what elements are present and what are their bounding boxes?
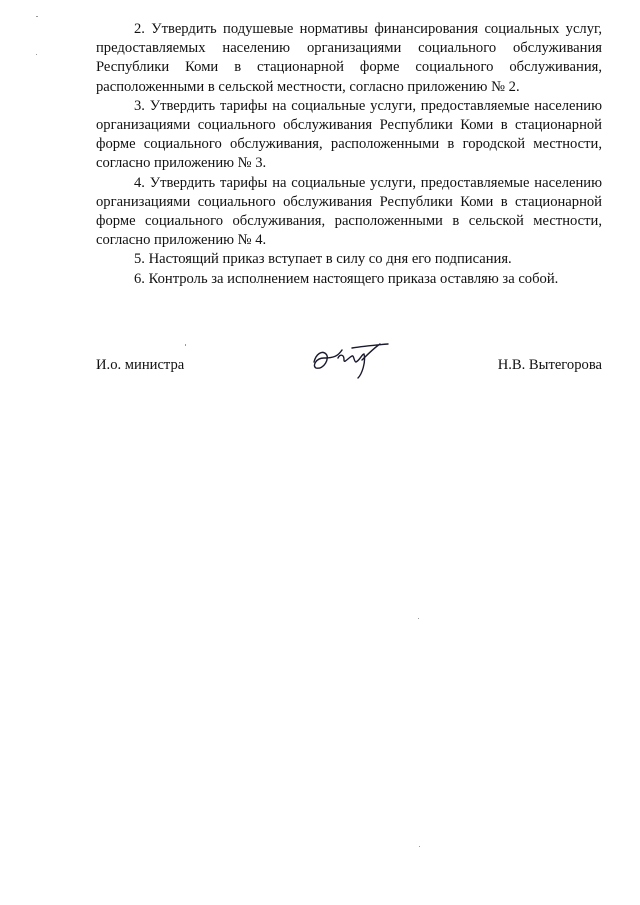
paragraph-item-2: 2. Утвердить подушевые нормативы финансирования социальных услуг, предоставляемых населению организациями социального обслуживания Республики Коми в стационарной форме социального обслуживания, расположенными в сельской местности, согласно приложению № 2. [96,21,602,95]
signatory-name: Н.В. Вытегорова [497,357,602,373]
scan-speck [418,618,419,619]
signature-block [96,356,602,380]
paragraph-item-5: 5. Настоящий приказ вступает в силу со дня его подписания. [134,251,512,268]
scan-speck [36,16,38,17]
paragraph-item-6: 6. Контроль за исполнением настоящего приказа оставляю за собой. [134,270,559,287]
scan-speck [36,54,37,55]
order-body [96,20,602,289]
paragraph-item-3: 3. Утвердить тарифы на социальные услуги, предоставляемые населению организациями социального обслуживания Республики Коми в стационарной форме социального обслуживания, расположенными в городской местности, согласно приложению № 3. [96,97,602,172]
scan-speck [185,344,186,346]
scan-speck [419,846,420,847]
handwritten-signature [308,336,392,380]
paragraph-item-4: 4. Утвердить тарифы на социальные услуги, предоставляемые населению организациями социального обслуживания Республики Коми в стационарной форме социального обслуживания, расположенными в сельской местности, согласно приложению № 4. [96,174,602,249]
signatory-title: И.о. министра [96,357,185,373]
